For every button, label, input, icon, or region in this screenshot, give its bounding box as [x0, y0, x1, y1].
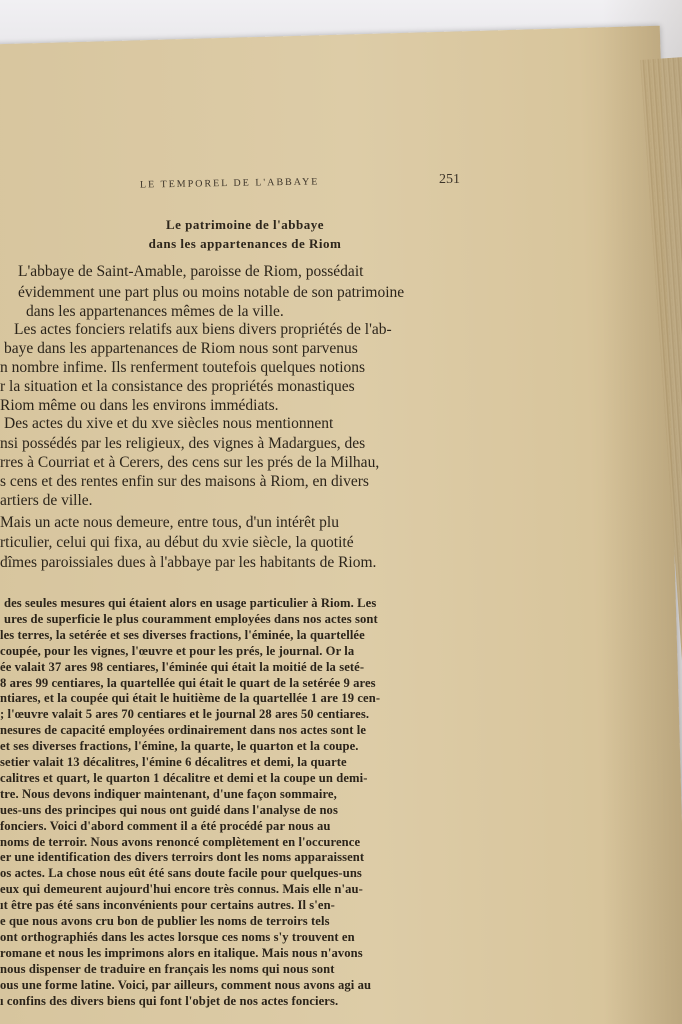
body-line: s cens et des rentes enfin sur des maisons à Riom, en divers: [0, 473, 369, 490]
section-heading-line-1: Le patrimoine de l'abbaye: [165, 217, 325, 232]
body-line: nsi possédés par les religieux, des vignes à Madargues, des: [0, 435, 366, 452]
footnote-line: ı confins des divers biens qui font l'objet de nos actes fonciers.: [0, 993, 339, 1008]
body-line: artiers de ville.: [0, 492, 93, 509]
body-line: Riom même ou dans les environs immédiats.: [0, 397, 279, 414]
body-line: baye dans les appartenances de Riom nous sont parvenus: [4, 340, 358, 357]
footnote-line: os actes. La chose nous eût été sans doute facile pour quelques-uns: [0, 866, 362, 881]
footnote-line: eux qui demeurent aujourd'hui encore très connus. Mais elle n'au-: [0, 882, 363, 897]
body-line: rticulier, celui qui fixa, au début du xvie siècle, la quotité: [0, 534, 354, 551]
body-line: L'abbaye de Saint-Amable, paroisse de Riom, possédait: [18, 263, 364, 280]
body-line: dans les appartenances mêmes de la ville.: [26, 303, 284, 320]
footnote-line: romane et nous les imprimons alors en italique. Mais nous n'avons: [0, 945, 363, 960]
body-line: Les actes fonciers relatifs aux biens divers propriétés de l'ab-: [14, 321, 392, 338]
footnote-line: e que nous avons cru bon de publier les noms de terroirs tels: [0, 914, 330, 928]
footnote-line: ıt être pas été sans inconvénients pour certains autres. Il s'en-: [0, 898, 335, 913]
footnote-line: ous une forme latine. Voici, par ailleurs, comment nous avons agi au: [0, 977, 372, 992]
body-line: Mais un acte nous demeure, entre tous, d'un intérêt plu: [0, 514, 339, 531]
body-line: n nombre infime. Ils renferment toutefois quelques notions: [0, 359, 366, 376]
footnote-line: ures de superficie le plus couramment employées dans nos actes sont: [4, 611, 378, 626]
footnote-line: et ses diverses fractions, l'émine, la quarte, le quarton et la coupe.: [0, 739, 359, 754]
page-number: 251: [439, 172, 460, 187]
section-heading-line-2: dans les appartenances de Riom: [148, 236, 342, 251]
running-head: LE TEMPOREL DE L'ABBAYE: [139, 176, 320, 191]
footnote-line: ée valait 37 ares 98 centiares, l'éminée qui était la moitié de la seté-: [0, 659, 365, 674]
footnote-line: ont orthographiés dans les actes lorsque ces noms s'y trouvent en: [0, 929, 355, 944]
footnote-line: les terres, la setérée et ses diverses fractions, l'éminée, la quartellée: [0, 627, 365, 642]
footnote-line: noms de terroir. Nous avons renoncé complètement en l'occurence: [0, 834, 361, 849]
footnote-line: 8 ares 99 centiares, la quartellée qui était le quart de la setérée 9 ares: [0, 675, 376, 690]
body-line: dîmes paroissiales dues à l'abbaye par les habitants de Riom.: [0, 554, 377, 571]
footnote-line: nous dispenser de traduire en français les noms qui nous sont: [0, 961, 335, 976]
footnote-line: fonciers. Voici d'abord comment il a été procédé par nous au: [0, 818, 331, 833]
footnote-line: ; l'œuvre valait 5 ares 70 centiares et le journal 28 ares 50 centiares.: [0, 707, 370, 722]
body-line: évidemment une part plus ou moins notable de son patrimoine: [18, 284, 405, 301]
body-line: r la situation et la consistance des propriétés monastiques: [0, 378, 355, 395]
footnote-line: er une identification des divers terroirs dont les noms apparaissent: [0, 850, 365, 865]
footnote-line: calitres et quart, le quarton 1 décalitre et demi et la coupe un demi-: [0, 770, 368, 785]
footnote-line: ntiares, et la coupée qui était le huitième de la quartellée 1 are 19 cen-: [0, 691, 381, 706]
body-line: rres à Courriat et à Cerers, des cens sur les prés de la Milhau,: [0, 454, 380, 471]
footnote-line: coupée, pour les vignes, l'œuvre et pour les prés, le journal. Or la: [0, 643, 355, 658]
body-line: Des actes du xive et du xve siècles nous mentionnent: [4, 415, 334, 432]
footnote-line: ues-uns des principes qui nous ont guidé dans l'analyse de nos: [0, 802, 338, 817]
footnote-line: des seules mesures qui étaient alors en usage particulier à Riom. Les: [4, 596, 377, 610]
footnote-line: setier valait 13 décalitres, l'émine 6 décalitres et demi, la quarte: [0, 755, 347, 769]
footnote-line: nesures de capacité employées ordinairement dans nos actes sont le: [0, 723, 367, 738]
footnote-line: tre. Nous devons indiquer maintenant, d'une façon sommaire,: [0, 786, 337, 801]
